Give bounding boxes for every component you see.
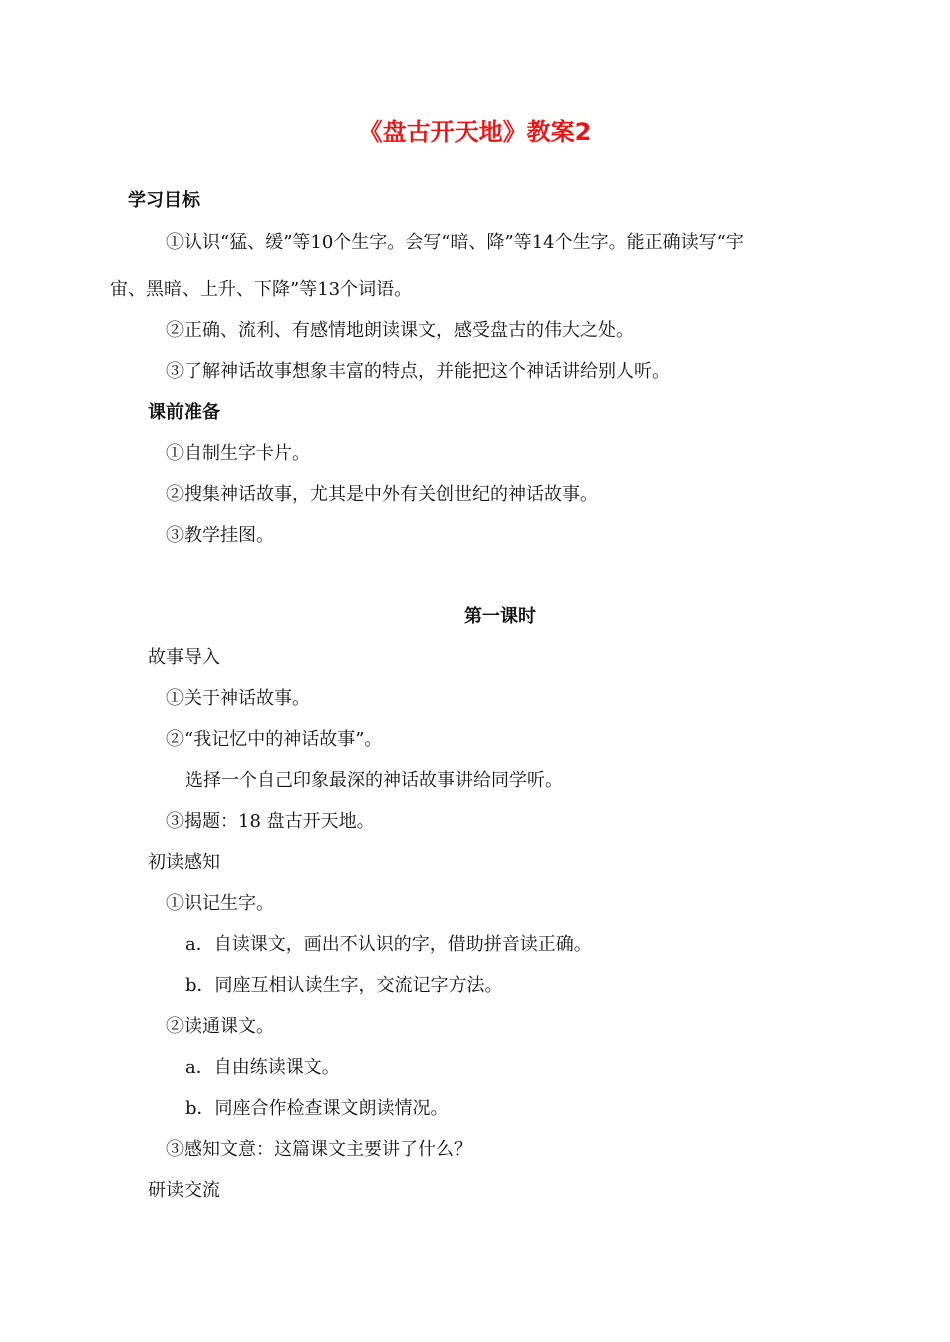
intro-item-3: ③揭题：18 盘古开天地。: [166, 811, 375, 832]
prep-item-1: ①自制生字卡片。: [166, 443, 310, 464]
goal-item-1-line-2: 宙、黑暗、上升、下降”等13个词语。: [110, 279, 413, 300]
lesson-heading: 第一课时: [464, 606, 536, 627]
section-heading-study: 研读交流: [148, 1180, 220, 1201]
section-heading-goals: 学习目标: [128, 190, 200, 211]
read-item-1-b: b．同座互相认读生字，交流记字方法。: [185, 975, 503, 996]
section-heading-intro: 故事导入: [148, 647, 220, 668]
goal-item-2: ②正确、流利、有感情地朗读课文，感受盘古的伟大之处。: [166, 320, 634, 341]
prep-item-2: ②搜集神话故事，尤其是中外有关创世纪的神话故事。: [166, 484, 598, 505]
read-item-2: ②读通课文。: [166, 1016, 274, 1037]
section-heading-prep: 课前准备: [148, 402, 220, 423]
intro-item-2: ②“我记忆中的神话故事”。: [166, 729, 383, 750]
read-item-1-a: a．自读课文，画出不认识的字，借助拼音读正确。: [185, 934, 592, 955]
intro-item-2-detail: 选择一个自己印象最深的神话故事讲给同学听。: [185, 770, 563, 791]
read-item-3: ③感知文意：这篇课文主要讲了什么？: [166, 1139, 472, 1160]
intro-item-1: ①关于神话故事。: [166, 688, 310, 709]
read-item-2-a: a．自由练读课文。: [185, 1057, 340, 1078]
prep-item-3: ③教学挂图。: [166, 525, 274, 546]
goal-item-3: ③了解神话故事想象丰富的特点，并能把这个神话讲给别人听。: [166, 361, 670, 382]
read-item-1: ①识记生字。: [166, 893, 274, 914]
read-item-2-b: b．同座合作检查课文朗读情况。: [185, 1098, 449, 1119]
section-heading-read: 初读感知: [148, 852, 220, 873]
goal-item-1-line-1: ①认识“猛、缓”等10个生字。会写“暗、降”等14个生字。能正确读写“宇: [166, 232, 744, 253]
document-title: 《盘古开天地》教案2: [358, 118, 592, 146]
